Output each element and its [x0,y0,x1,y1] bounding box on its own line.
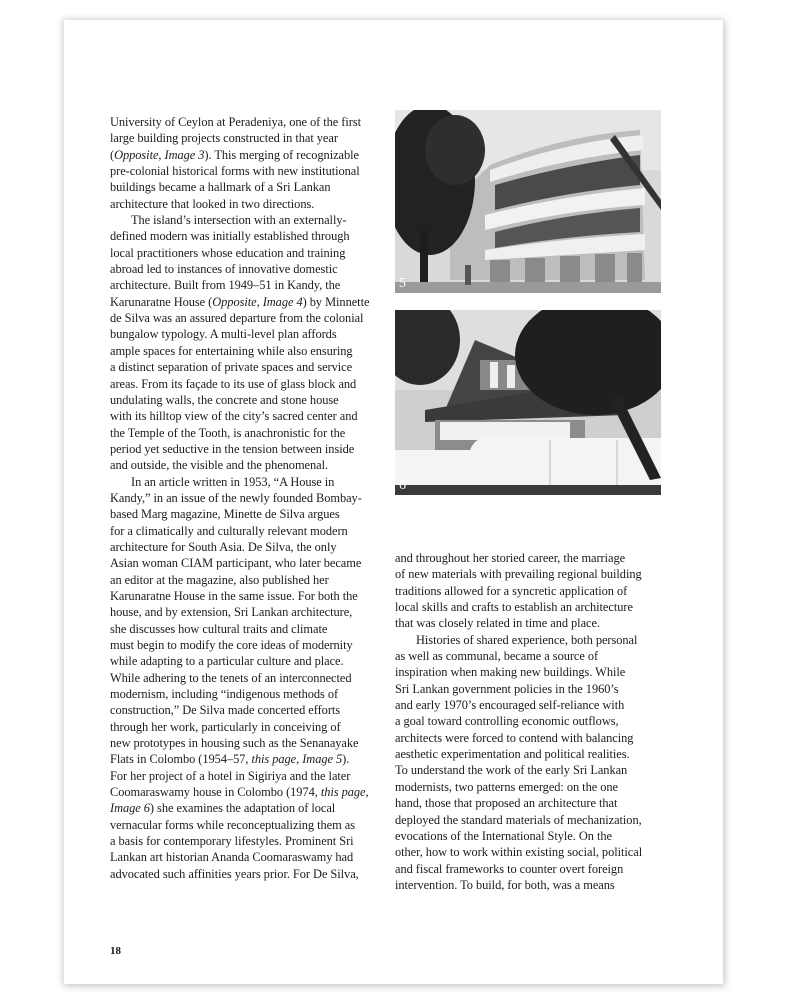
text-run: buildings became a hallmark of a Sri Lankan [110,180,331,195]
text-line [110,604,395,620]
text-line [110,114,395,130]
text-run: an editor at the magazine, also published her [110,572,329,587]
text-run: architecture for South Asia. De Silva, the only [110,539,337,554]
italic-reference: Opposite, Image 4 [212,294,303,309]
text-run: undulating walls, the concrete and stone house [110,392,339,407]
text-run: new prototypes in housing such as the Senanayake [110,736,359,751]
text-line [395,746,680,762]
italic-reference: this page, [320,785,369,800]
photo-senanayake-flats [395,110,661,293]
text-line [395,566,680,582]
text-line [110,212,395,228]
text-line [110,588,395,604]
text-line [110,179,395,195]
text-run: and early 1970’s encouraged self-reliance with [395,698,625,713]
text-line [395,795,680,811]
text-line [395,550,680,566]
text-run: a basis for contemporary lifestyles. Prominent Sri [110,834,354,849]
text-run: that was closely related in time and place. [395,616,600,631]
text-line [110,474,395,490]
text-run: of new materials with prevailing regional building [395,567,642,582]
text-run: for a climatically and culturally relevant modern [110,523,348,538]
building-photo-icon [395,110,661,293]
text-run: deployed the standard materials of mechanization, [395,812,642,827]
text-run: Sri Lankan government policies in the 1960’s [395,681,619,696]
text-run: Asian woman CIAM participant, who later became [110,556,362,571]
text-line [395,664,680,680]
italic-reference: Image 6 [110,801,150,816]
text-line [110,849,395,865]
text-run: ( [110,147,115,162]
text-run: as well as communal, became a source of [395,649,599,664]
text-line [395,861,680,877]
text-line [110,572,395,588]
body-paragraph [110,114,395,212]
text-line [110,490,395,506]
text-line [110,392,395,408]
text-line [110,130,395,146]
text-run: de Silva was an assured departure from the colonial [110,311,364,326]
text-line [110,441,395,457]
text-run: aesthetic experimentation and political realities. [395,747,630,762]
text-run: construction,” De Silva made concerted efforts [110,703,341,718]
text-line [110,768,395,784]
text-line [110,555,395,571]
text-run: a distinct separation of private spaces and service [110,360,353,375]
italic-reference: this page, Image 5 [251,752,343,767]
image-number-label: 5 [399,276,406,291]
page-number: 18 [110,945,121,957]
text-line [395,697,680,713]
text-line [110,784,395,800]
text-line [110,228,395,244]
text-line [110,408,395,424]
text-run: ) she examines the adaptation of local [149,801,336,816]
text-run: While adhering to the tenets of an interconnected [110,670,352,685]
text-run: hand, those that proposed an architecture that [395,796,618,811]
text-run: and throughout her storied career, the marriage [395,551,626,565]
text-run: Flats in Colombo (1954–57, [110,752,252,767]
text-line [110,376,395,392]
house-photo-icon [395,310,661,495]
text-line [395,583,680,599]
text-line [395,779,680,795]
text-line [395,648,680,664]
body-paragraph [110,212,395,474]
text-run: local practitioners whose education and training [110,245,346,260]
text-run: vernacular forms while reconceptualizing them as [110,817,355,832]
text-line [110,702,395,718]
text-line [110,277,395,293]
text-run: architects were forced to contend with balancing [395,730,634,745]
text-line [395,713,680,729]
text-line [395,681,680,697]
text-line [395,844,680,860]
text-run: modernism, including “indigenous methods of [110,687,339,702]
text-line [110,539,395,555]
text-run: ) by Minnette [302,294,370,309]
text-line [395,877,680,893]
text-run: Karunaratne House in the same issue. For both the [110,588,358,603]
text-line [110,147,395,163]
text-line [110,523,395,539]
text-run: period yet seductive in the tension between inside [110,441,355,456]
document-page [64,20,723,984]
right-text-column [395,550,680,893]
text-line [110,457,395,473]
text-run: with its hilltop view of the city’s sacred center and [110,409,358,424]
text-line [110,310,395,326]
text-run: intervention. To build, for both, was a means [395,877,615,892]
text-line [395,615,680,631]
text-run: local skills and crafts to establish an architecture [395,600,633,615]
text-line [110,425,395,441]
text-run: ). [342,752,350,767]
text-run: For her project of a hotel in Sigiriya and the later [110,768,351,783]
text-run: areas. From its façade to its use of glass block and [110,376,357,391]
text-run: architecture that looked in two directions. [110,196,315,211]
text-run: University of Ceylon at Peradeniya, one of the first [110,115,361,129]
text-line [110,817,395,833]
text-run: In an article written in 1953, “A House in [131,474,335,489]
text-line [395,812,680,828]
text-line [110,245,395,261]
text-line [110,833,395,849]
text-run: evocations of the International Style. On the [395,828,612,843]
text-run: pre-colonial historical forms with new institutional [110,164,360,179]
text-run: a goal toward controlling economic outflows, [395,714,619,729]
text-run: Kandy,” in an issue of the newly founded Bombay- [110,490,362,505]
text-run: Coomaraswamy house in Colombo (1974, [110,785,321,800]
left-text-column [110,114,395,882]
text-line [110,196,395,212]
text-run: while adapting to a particular culture and place. [110,654,344,669]
text-run: ample spaces for entertaining while also ensuring [110,343,353,358]
text-run: abroad led to instances of innovative domestic [110,262,338,277]
text-run: inspiration when making new buildings. While [395,665,626,680]
text-line [110,326,395,342]
text-run: bungalow typology. A multi-level plan affords [110,327,337,342]
text-run: Karunaratne House ( [110,294,213,309]
text-run: Histories of shared experience, both personal [416,632,638,647]
text-run: and outside, the visible and the phenomenal. [110,458,329,473]
text-line [110,343,395,359]
text-run: based Marg magazine, Minette de Silva argues [110,507,340,522]
text-run: The island’s intersection with an externally- [131,213,347,228]
text-run: and fiscal frameworks to counter overt foreign [395,861,624,876]
text-line [395,632,680,648]
text-run: advocated such affinities years prior. For De Silva, [110,866,359,881]
image-number-label: 6 [399,478,406,493]
text-run: she discusses how cultural traits and climate [110,621,328,636]
text-line [110,621,395,637]
text-run: through her work, particularly in conceiving of [110,719,341,734]
text-run: defined modern was initially established through [110,229,350,244]
text-run: must begin to modify the core ideas of modernity [110,638,353,652]
text-run: To understand the work of the early Sri Lankan [395,763,628,778]
text-run: large building projects constructed in that year [110,131,338,146]
text-line [110,261,395,277]
text-run: Lankan art historian Ananda Coomaraswamy had [110,850,354,865]
text-run: house, and by extension, Sri Lankan architecture, [110,605,353,620]
text-run: other, how to work within existing social, political [395,845,643,860]
text-line [110,719,395,735]
text-line [110,800,395,816]
text-line [395,762,680,778]
text-line [110,735,395,751]
text-run: modernists, two patterns emerged: on the one [395,779,618,794]
text-line [110,506,395,522]
text-line [395,599,680,615]
text-run: architecture. Built from 1949–51 in Kandy, the [110,278,341,293]
italic-reference: Opposite, Image 3 [114,147,205,162]
text-line [110,163,395,179]
text-run: the Temple of the Tooth, is anachronistic for the [110,425,346,440]
text-line [110,686,395,702]
body-paragraph [110,474,395,883]
text-line [395,828,680,844]
text-line [110,866,395,882]
text-run: traditions allowed for a syncretic application of [395,583,628,598]
text-run: ). This merging of recognizable [204,147,359,162]
text-line [395,730,680,746]
body-paragraph [395,550,680,632]
text-line [110,294,395,310]
text-line [110,670,395,686]
text-line [110,359,395,375]
text-line [110,751,395,767]
body-paragraph [395,632,680,894]
text-line [110,653,395,669]
photo-coomaraswamy-house [395,310,661,495]
text-line [110,637,395,653]
